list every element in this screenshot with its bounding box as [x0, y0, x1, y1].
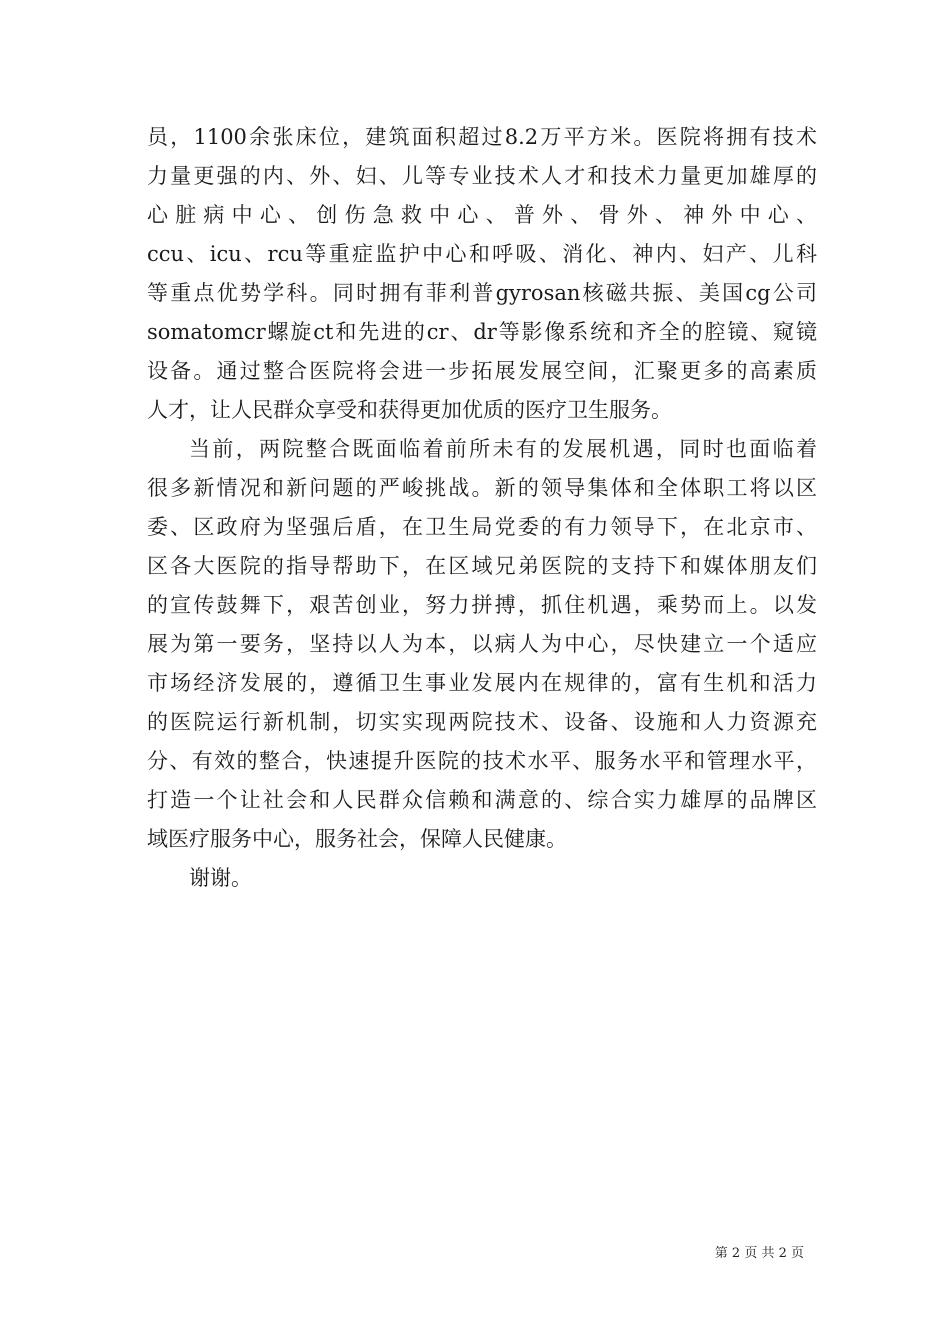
- text-line: 区各大医院的指导帮助下，在区域兄弟医院的支持下和媒体朋友们: [147, 554, 817, 578]
- text-line: 域医疗服务中心，服务社会，保障人民健康。: [147, 827, 567, 851]
- text-line: 很多新情况和新问题的严峻挑战。新的领导集体和全体职工将以区: [147, 476, 817, 500]
- text-line: 员，1100余张床位，建筑面积超过8.2万平方米。医院将拥有技术: [147, 125, 817, 149]
- text-line: 心脏病中心、创伤急救中心、普外、骨外、神外中心、: [147, 203, 817, 227]
- text-line: 的宣传鼓舞下，艰苦创业，努力拼搏，抓住机遇，乘势而上。以发: [147, 593, 817, 617]
- document-body: [147, 118, 817, 898]
- text-line: 打造一个让社会和人民群众信赖和满意的、综合实力雄厚的品牌区: [147, 788, 817, 812]
- closing-line: 谢谢。: [189, 866, 252, 890]
- paragraph-first-line: 当前，两院整合既面临着前所未有的发展机遇，同时也面临着: [189, 437, 817, 461]
- text-line: ccu、icu、rcu等重症监护中心和呼吸、消化、神内、妇产、儿科: [147, 242, 817, 266]
- page-number-footer: 第 2 页 共 2 页: [714, 1246, 804, 1261]
- text-line: 力量更强的内、外、妇、儿等专业技术人才和技术力量更加雄厚的: [147, 164, 817, 188]
- text-line: 展为第一要务，坚持以人为本，以病人为中心，尽快建立一个适应: [147, 632, 817, 656]
- text-line: 人才，让人民群众享受和获得更加优质的医疗卫生服务。: [147, 398, 672, 422]
- text-line: 分、有效的整合，快速提升医院的技术水平、服务水平和管理水平，: [147, 749, 817, 773]
- text-line: somatomcr螺旋ct和先进的cr、dr等影像系统和齐全的腔镜、窥镜: [147, 320, 817, 344]
- text-line: 设备。通过整合医院将会进一步拓展发展空间，汇聚更多的高素质: [147, 359, 817, 383]
- text-line: 的医院运行新机制，切实实现两院技术、设备、设施和人力资源充: [147, 710, 817, 734]
- text-line: 市场经济发展的，遵循卫生事业发展内在规律的，富有生机和活力: [147, 671, 817, 695]
- text-line: 委、区政府为坚强后盾，在卫生局党委的有力领导下，在北京市、: [147, 515, 817, 539]
- text-line: 等重点优势学科。同时拥有菲利普gyrosan核磁共振、美国cg公司: [147, 281, 817, 305]
